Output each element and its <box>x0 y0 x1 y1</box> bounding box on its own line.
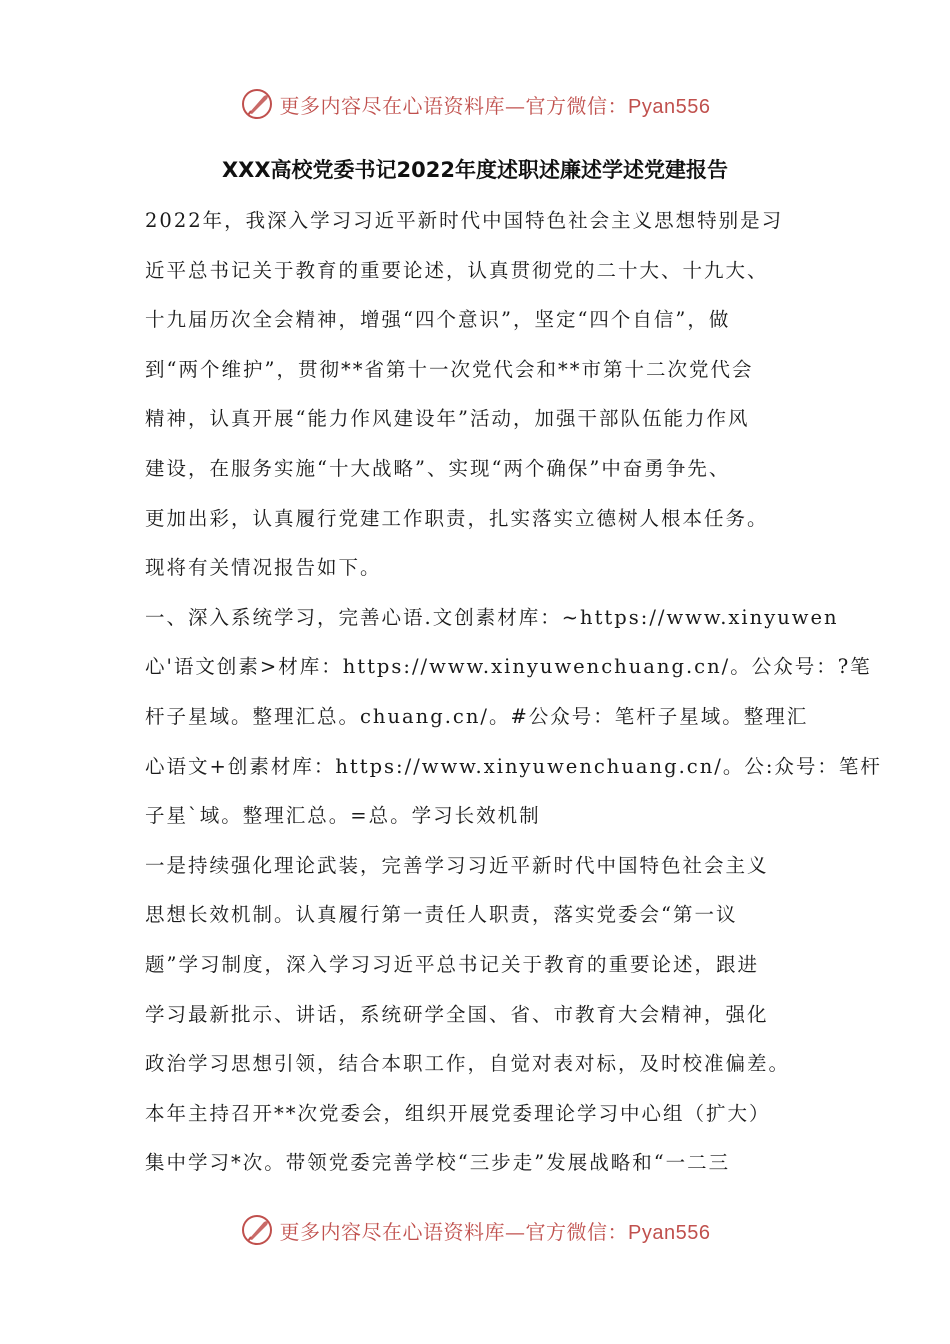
body-line: 一是持续强化理论武装，完善学习习近平新时代中国特色社会主义 <box>145 853 769 877</box>
document-title: XXX高校党委书记2022年度述职述廉述学述党建报告 <box>221 158 729 182</box>
body-line: 政治学习思想引领，结合本职工作，自觉对表对标，及时校准偏差。 <box>145 1052 791 1076</box>
body-line: 现将有关情况报告如下。 <box>145 556 382 580</box>
header-banner-text <box>280 90 711 119</box>
body-line: 学习最新批示、讲话，系统研学全国、省、市教育大会精神，强化 <box>145 1002 769 1026</box>
footer-watermark-banner <box>0 1210 950 1250</box>
body-line: 本年主持召开**次党委会，组织开展党委理论学习中心组（扩大） <box>145 1101 771 1125</box>
body-line: 建设，在服务实施“十大战略”、实现“两个确保”中奋勇争先、 <box>145 456 731 480</box>
body-line: 心'语文创素>材库：https://www.xinyuwenchuang.cn/。公众号：?笔 <box>145 655 872 679</box>
body-line: 更加出彩，认真履行党建工作职责，扎实落实立德树人根本任务。 <box>145 506 769 530</box>
feather-pen-logo-icon <box>240 87 274 121</box>
footer-banner-handle: Pyan556 <box>628 1221 711 1244</box>
body-line: 一、深入系统学习，完善心语.文创素材库：~https://www.xinyuwen <box>145 605 839 629</box>
feather-pen-logo-icon <box>240 1213 274 1247</box>
body-line: 杆子星域。整理汇总。chuang.cn/。#公众号：笔杆子星域。整理汇 <box>145 704 809 728</box>
header-watermark-banner <box>0 84 950 124</box>
body-line: 精神，认真开展“能力作风建设年”活动，加强干部队伍能力作风 <box>145 407 750 431</box>
document-body <box>145 196 882 1188</box>
body-line: 十九届历次全会精神，增强“四个意识”，坚定“四个自信”，做 <box>145 308 731 332</box>
body-line: 集中学习*次。带领党委完善学校“三步走”发展战略和“一二三 <box>145 1151 731 1175</box>
body-line: 近平总书记关于教育的重要论述，认真贯彻党的二十大、十九大、 <box>145 258 769 282</box>
header-banner-handle: Pyan556 <box>628 95 711 118</box>
body-line: 2022年，我深入学习习近平新时代中国特色社会主义思想特别是习 <box>145 209 784 232</box>
body-line: 思想长效机制。认真履行第一责任人职责，落实党委会“第一议 <box>145 903 738 927</box>
body-line: 子星`域。整理汇总。=总。学习长效机制 <box>145 804 541 828</box>
header-banner-label: 更多内容尽在心语资料库—官方微信： <box>279 93 629 118</box>
body-line: 题”学习制度，深入学习习近平总书记关于教育的重要论述，跟进 <box>145 952 759 976</box>
footer-banner-text <box>280 1216 711 1245</box>
body-line: 到“两个维护”，贯彻**省第十一次党代会和**市第十二次党代会 <box>145 357 754 381</box>
footer-banner-label: 更多内容尽在心语资料库—官方微信： <box>279 1219 629 1244</box>
body-line: 心语文+创素材库：https://www.xinyuwenchuang.cn/。公:众号：笔杆 <box>145 754 882 778</box>
